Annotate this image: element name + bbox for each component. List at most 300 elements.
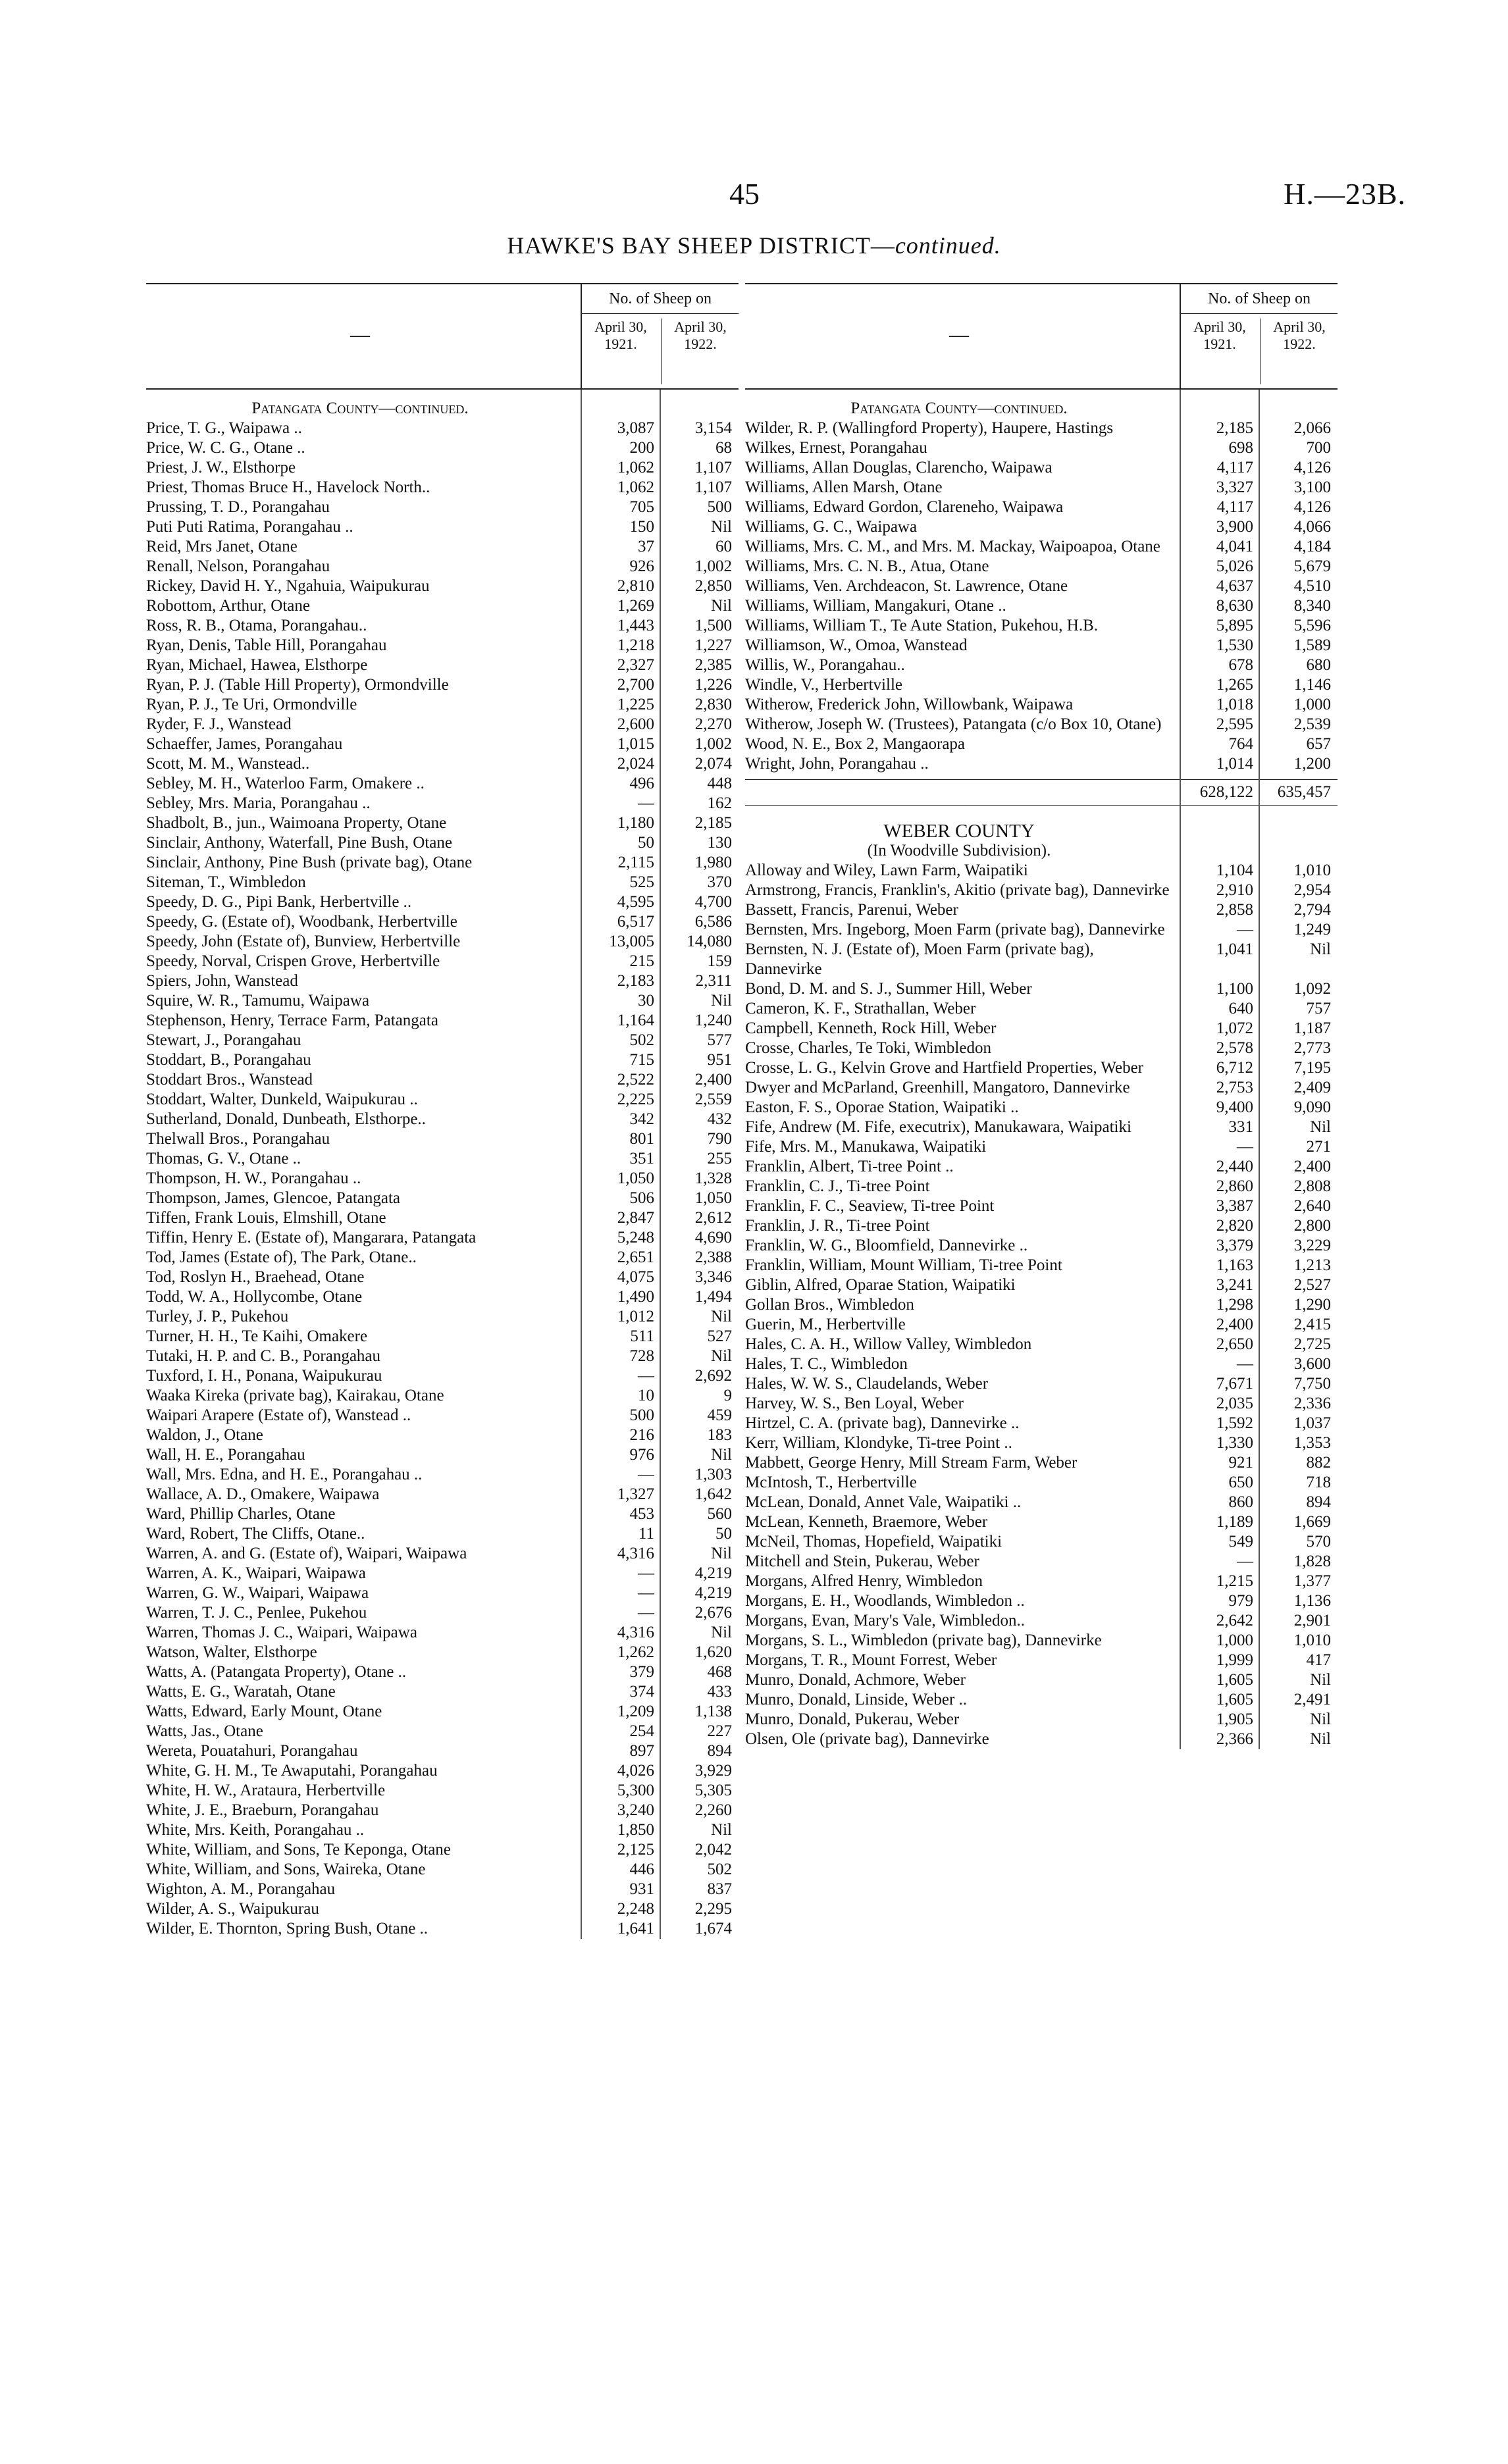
owner-name: White, G. H. M., Te Awaputahi, Porangahau (146, 1762, 438, 1780)
owner-name: Watts, A. (Patangata Property), Otane .. (146, 1663, 407, 1681)
table-row (146, 577, 739, 596)
sheep-count-1921: 4,316 (617, 1624, 654, 1641)
owner-name: Wall, H. E., Porangahau (146, 1446, 305, 1464)
sheep-count-1921: 254 (629, 1722, 654, 1740)
sheep-count-1921: 698 (1228, 439, 1253, 457)
sheep-count-1922: 5,305 (694, 1782, 732, 1799)
sheep-count-1922: 3,100 (1293, 478, 1331, 496)
sheep-count-1922: 1,828 (1293, 1553, 1331, 1570)
owner-name: Spiers, John, Wanstead (146, 972, 298, 990)
table-row (146, 1307, 739, 1327)
table-row (745, 1670, 1338, 1690)
sheep-count-1921: 2,642 (1216, 1612, 1253, 1630)
sheep-count-1922: 1,107 (694, 459, 732, 476)
sheep-count-1921: — (638, 1564, 654, 1582)
sheep-count-1921: 9,400 (1216, 1098, 1253, 1116)
sheep-count-1921: 1,015 (617, 735, 654, 753)
table-row (146, 1682, 739, 1702)
sheep-count-1922: 1,249 (1293, 921, 1331, 938)
owner-name: Williamson, W., Omoa, Wanstead (745, 636, 968, 654)
owner-name: McIntosh, T., Herbertville (745, 1474, 917, 1491)
right-table-rows (745, 390, 1338, 1749)
sheep-count-1922: 1,010 (1293, 1631, 1331, 1649)
owner-name: Campbell, Kenneth, Rock Hill, Weber (745, 1019, 997, 1037)
sheep-count-1922: 2,295 (694, 1900, 732, 1918)
table-row (146, 1524, 739, 1544)
table-row (146, 952, 739, 971)
sheep-count-1922: 577 (707, 1031, 732, 1049)
table-row (146, 458, 739, 478)
table-row (146, 1268, 739, 1287)
table-row (146, 912, 739, 932)
sheep-count-1922: 882 (1306, 1454, 1331, 1472)
owner-name: Ryan, Michael, Hawea, Elsthorpe (146, 656, 368, 674)
table-row (146, 971, 739, 991)
sheep-count-1922: Nil (711, 597, 732, 615)
owner-name: Sinclair, Anthony, Pine Bush (private bag), Otane (146, 854, 473, 871)
table-row (745, 1690, 1338, 1710)
sheep-count-1922: 60 (715, 538, 732, 555)
owner-name: Todd, W. A., Hollycombe, Otane (146, 1288, 363, 1306)
table-row (745, 1078, 1338, 1098)
sheep-count-1921: 342 (629, 1110, 654, 1128)
owner-name: Ross, R. B., Otama, Porangahau.. (146, 617, 367, 634)
table-row (146, 734, 739, 754)
table-row (745, 636, 1338, 655)
owner-name: Stewart, J., Porangahau (146, 1031, 301, 1049)
sheep-count-1921: 4,117 (1216, 498, 1253, 516)
sheep-count-1921: 1,330 (1216, 1434, 1253, 1452)
table-row (745, 1591, 1338, 1611)
table-row (146, 1623, 739, 1643)
table-row (146, 1564, 739, 1583)
sheep-count-1922: 718 (1306, 1474, 1331, 1491)
sheep-count-1921: 4,637 (1216, 577, 1253, 595)
sheep-count-1921: 2,858 (1216, 901, 1253, 919)
owner-name: Bond, D. M. and S. J., Summer Hill, Weber (745, 980, 1032, 998)
sheep-count-1922: 560 (707, 1505, 732, 1523)
table-row (745, 537, 1338, 557)
sheep-count-1921: 2,400 (1216, 1316, 1253, 1333)
sheep-count-1922: Nil (1310, 1118, 1331, 1136)
owner-name: Franklin, Albert, Ti-tree Point .. (745, 1158, 954, 1175)
owner-name: Watts, Jas., Otane (146, 1722, 263, 1740)
table-row (745, 1730, 1338, 1749)
owner-name: Easton, F. S., Oporae Station, Waipatiki .. (745, 1098, 1019, 1116)
owner-name: Tiffin, Henry E. (Estate of), Mangarara, Patangata (146, 1229, 477, 1246)
owner-name: Shadbolt, B., jun., Waimoana Property, Otane (146, 814, 447, 832)
owner-name: Priest, J. W., Elsthorpe (146, 459, 296, 476)
table-row (745, 675, 1338, 695)
sheep-count-1922: Nil (1310, 1671, 1331, 1689)
sheep-count-1921: 801 (629, 1130, 654, 1148)
sheep-count-1921: 2,125 (617, 1841, 654, 1859)
sheep-count-1922: 1,494 (694, 1288, 732, 1306)
owner-name: Alloway and Wiley, Lawn Farm, Waipatiki (745, 861, 1028, 879)
sheep-count-1921: 2,650 (1216, 1335, 1253, 1353)
owner-name: Wilkes, Ernest, Porangahau (745, 439, 927, 457)
sheep-count-1921: 678 (1228, 656, 1253, 674)
sheep-count-1921: 8,630 (1216, 597, 1253, 615)
sheep-count-1921: 5,300 (617, 1782, 654, 1799)
sheep-count-1921: — (1237, 1553, 1253, 1570)
owner-name: Windle, V., Herbertville (745, 676, 902, 694)
owner-name: Ward, Robert, The Cliffs, Otane.. (146, 1525, 365, 1543)
owner-name: Rickey, David H. Y., Ngahuia, Waipukurau (146, 577, 430, 595)
sheep-count-1921: 628,122 (1199, 783, 1253, 801)
sheep-count-1921: 979 (1228, 1592, 1253, 1610)
sheep-count-1922: 2,640 (1293, 1197, 1331, 1215)
table-row (146, 1662, 739, 1682)
sheep-count-1922: 5,596 (1293, 617, 1331, 634)
owner-name: Witherow, Frederick John, Willowbank, Waipawa (745, 696, 1074, 713)
table-row (745, 655, 1338, 675)
table-row (146, 675, 739, 695)
sheep-count-1922: 4,066 (1293, 518, 1331, 536)
left-header-group-label: No. of Sheep on (582, 284, 739, 314)
sheep-count-1922: 433 (707, 1683, 732, 1701)
sheep-count-1922: 9 (723, 1387, 732, 1404)
sheep-count-1921: 897 (629, 1742, 654, 1760)
owner-name: Wood, N. E., Box 2, Mangaorapa (745, 735, 966, 753)
sheep-count-1921: 496 (629, 775, 654, 792)
owner-name: Williams, Mrs. C. N. B., Atua, Otane (745, 557, 989, 575)
owner-name: Warren, T. J. C., Penlee, Pukehou (146, 1604, 367, 1622)
owner-name: McLean, Donald, Annet Vale, Waipatiki .. (745, 1493, 1022, 1511)
table-row (745, 498, 1338, 517)
table-row (745, 979, 1338, 999)
owner-name: Giblin, Alfred, Oparae Station, Waipatiki (745, 1276, 1016, 1294)
sheep-count-1921: 3,327 (1216, 478, 1253, 496)
sheep-count-1921: 446 (629, 1861, 654, 1878)
owner-name: Williams, Mrs. C. M., and Mrs. M. Mackay, Waipoapoa, Otane (745, 538, 1160, 555)
sheep-count-1921: 1,062 (617, 459, 654, 476)
sheep-count-1921: 506 (629, 1189, 654, 1207)
table-row (146, 1603, 739, 1623)
sheep-count-1922: 2,850 (694, 577, 732, 595)
sheep-count-1922: 1,674 (694, 1920, 732, 1938)
owner-name: Sebley, M. H., Waterloo Farm, Omakere .. (146, 775, 425, 792)
owner-name: Morgans, S. L., Wimbledon (private bag), Dannevirke (745, 1631, 1102, 1649)
owner-name: Ryan, P. J. (Table Hill Property), Ormondville (146, 676, 449, 694)
owner-name: McLean, Kenneth, Braemore, Weber (745, 1513, 988, 1531)
left-header-year-1922: April 30, 1922. (661, 319, 739, 384)
sheep-count-1921: 764 (1228, 735, 1253, 753)
owner-name: Prussing, T. D., Porangahau (146, 498, 330, 516)
sheep-count-1921: 6,712 (1216, 1059, 1253, 1077)
table-row (146, 715, 739, 734)
left-header-group (581, 284, 739, 388)
table-row (146, 1070, 739, 1090)
table-row (745, 1651, 1338, 1670)
table-row (146, 932, 739, 952)
table-row (745, 920, 1338, 940)
owner-name: Wilder, A. S., Waipukurau (146, 1900, 319, 1918)
table-row (745, 1374, 1338, 1394)
owner-name: Tutaki, H. P. and C. B., Porangahau (146, 1347, 381, 1365)
table-row (146, 557, 739, 577)
owner-name: Ward, Phillip Charles, Otane (146, 1505, 336, 1523)
sheep-count-1922: 2,400 (694, 1071, 732, 1089)
sheep-count-1921: 1,100 (1216, 980, 1253, 998)
owner-name: Waaka Kireka (private bag), Kairakau, Otane (146, 1387, 444, 1404)
table-row (146, 774, 739, 794)
sheep-count-1922: 1,227 (694, 636, 732, 654)
sheep-count-1921: 2,578 (1216, 1039, 1253, 1057)
sheep-count-1921: 1,012 (617, 1308, 654, 1325)
table-row (146, 1129, 739, 1149)
owner-name: Schaeffer, James, Porangahau (146, 735, 343, 753)
sheep-count-1922: 1,240 (694, 1012, 732, 1029)
sheep-count-1921: 331 (1228, 1118, 1253, 1136)
sheep-count-1921: 1,265 (1216, 676, 1253, 694)
table-row (745, 616, 1338, 636)
sheep-count-1921: 2,753 (1216, 1079, 1253, 1096)
sheep-count-1921: 1,850 (617, 1821, 654, 1839)
sheep-count-1922: 68 (715, 439, 732, 457)
table-row (146, 853, 739, 873)
table-row (146, 1327, 739, 1347)
sheep-count-1922: Nil (711, 1446, 732, 1464)
owner-name: Warren, Thomas J. C., Waipari, Waipawa (146, 1624, 417, 1641)
table-row (745, 1039, 1338, 1058)
sheep-count-1922: 8,340 (1293, 597, 1331, 615)
owner-name: Williams, Allen Marsh, Otane (745, 478, 943, 496)
owner-name: Thomas, G. V., Otane .. (146, 1150, 301, 1168)
owner-name: Morgans, Alfred Henry, Wimbledon (745, 1572, 983, 1590)
sheep-count-1922: 2,808 (1293, 1177, 1331, 1195)
right-table (745, 283, 1338, 1749)
table-row (146, 1820, 739, 1840)
table-row (146, 991, 739, 1011)
sheep-count-1922: 1,000 (1293, 696, 1331, 713)
sheep-count-1921: — (1237, 1138, 1253, 1156)
table-row (745, 419, 1338, 438)
sheep-count-1921: 860 (1228, 1493, 1253, 1511)
owner-name: Franklin, William, Mount William, Ti-tree Point (745, 1256, 1062, 1274)
sheep-count-1922: 894 (707, 1742, 732, 1760)
owner-name: Witherow, Joseph W. (Trustees), Patangata (c/o Box 10, Otane) (745, 715, 1162, 733)
sheep-count-1921: 13,005 (609, 933, 654, 950)
sheep-count-1921: 500 (629, 1406, 654, 1424)
owner-name: Priest, Thomas Bruce H., Havelock North.. (146, 478, 430, 496)
sheep-count-1921: 1,262 (617, 1643, 654, 1661)
sheep-count-1921: 1,605 (1216, 1691, 1253, 1708)
sheep-count-1922: 1,138 (694, 1703, 732, 1720)
section-row (745, 399, 1338, 419)
sheep-count-1921: 2,847 (617, 1209, 654, 1227)
sheep-count-1921: 1,189 (1216, 1513, 1253, 1531)
table-row (745, 1493, 1338, 1512)
sheep-count-1922: Nil (1310, 940, 1331, 958)
table-row (146, 655, 739, 675)
sheep-count-1921: 2,366 (1216, 1730, 1253, 1748)
table-row (146, 498, 739, 517)
sheep-count-1922: 1,200 (1293, 755, 1331, 773)
sheep-count-1922: 2,311 (695, 972, 732, 990)
owner-name: Reid, Mrs Janet, Otane (146, 538, 298, 555)
table-row (146, 596, 739, 616)
sheep-count-1922: 1,146 (1293, 676, 1331, 694)
owner-name: Bernsten, N. J. (Estate of), Moen Farm (private bag), Dannevirke (745, 940, 1094, 978)
owner-name: White, William, and Sons, Te Keponga, Otane (146, 1841, 451, 1859)
sheep-count-1922: 2,539 (1293, 715, 1331, 733)
table-row (146, 1702, 739, 1722)
sheep-count-1921: 2,810 (617, 577, 654, 595)
sheep-count-1921: 1,999 (1216, 1651, 1253, 1669)
table-row (146, 754, 739, 774)
owner-name: Franklin, C. J., Ti-tree Point (745, 1177, 930, 1195)
table-row (745, 1117, 1338, 1137)
sheep-count-1922: 2,527 (1293, 1276, 1331, 1294)
sheep-count-1921: 4,041 (1216, 538, 1253, 555)
sheep-count-1922: 1,290 (1293, 1296, 1331, 1314)
sheep-count-1922: Nil (711, 1347, 732, 1365)
owner-name: Williams, Ven. Archdeacon, St. Lawrence, Otane (745, 577, 1068, 595)
owner-name: Wilder, E. Thornton, Spring Bush, Otane .. (146, 1920, 429, 1938)
table-row (745, 1453, 1338, 1473)
sheep-count-1922: 2,901 (1293, 1612, 1331, 1630)
table-row (146, 419, 739, 438)
table-row (745, 1098, 1338, 1117)
sheep-count-1921: 2,440 (1216, 1158, 1253, 1175)
section-label: Patangata County—continued. (850, 399, 1068, 417)
table-row (146, 1011, 739, 1031)
sheep-count-1922: 2,725 (1293, 1335, 1331, 1353)
section-label: Patangata County—continued. (251, 399, 469, 417)
sheep-count-1921: 374 (629, 1683, 654, 1701)
sheep-count-1921: 525 (629, 873, 654, 891)
table-row (146, 1801, 739, 1820)
sheep-count-1922: 635,457 (1277, 783, 1331, 801)
table-row (745, 1157, 1338, 1177)
sheep-count-1921: 2,700 (617, 676, 654, 694)
sheep-count-1921: 3,387 (1216, 1197, 1253, 1215)
owner-name: Morgans, Evan, Mary's Vale, Wimbledon.. (745, 1612, 1025, 1630)
sheep-count-1922: 2,491 (1293, 1691, 1331, 1708)
owner-name: Speedy, John (Estate of), Bunview, Herbertville (146, 933, 461, 950)
owner-name: Wilder, R. P. (Wallingford Property), Haupere, Hastings (745, 419, 1114, 437)
left-table (146, 283, 739, 1939)
owner-name: Price, T. G., Waipawa .. (146, 419, 302, 437)
table-row (745, 438, 1338, 458)
sheep-count-1921: 921 (1228, 1454, 1253, 1472)
table-row (745, 715, 1338, 734)
owner-name: Robottom, Arthur, Otane (146, 597, 310, 615)
owner-name: White, J. E., Braeburn, Porangahau (146, 1801, 379, 1819)
owner-name: Tuxford, I. H., Ponana, Waipukurau (146, 1367, 382, 1385)
owner-name: Warren, A. and G. (Estate of), Waipari, Waipawa (146, 1545, 467, 1562)
sheep-count-1922: Nil (711, 518, 732, 536)
owner-name: Waldon, J., Otane (146, 1426, 263, 1444)
sheep-count-1921: 2,115 (617, 854, 654, 871)
owner-name: Williams, Allan Douglas, Clarencho, Waipawa (745, 459, 1053, 476)
table-row (745, 1631, 1338, 1651)
sheep-count-1922: 1,589 (1293, 636, 1331, 654)
sheep-count-1922: 255 (707, 1150, 732, 1168)
document-code: H.—23B. (1284, 177, 1406, 211)
owner-name: Siteman, T., Wimbledon (146, 873, 306, 891)
sheep-count-1922: 6,586 (694, 913, 732, 931)
sheep-count-1922: 951 (707, 1051, 732, 1069)
table-row (146, 695, 739, 715)
table-row (745, 1196, 1338, 1216)
sheep-count-1922: 227 (707, 1722, 732, 1740)
owner-name: Turner, H. H., Te Kaihi, Omakere (146, 1327, 368, 1345)
table-row (745, 1335, 1338, 1354)
sheep-count-1921: 1,443 (617, 617, 654, 634)
sheep-count-1922: 1,213 (1293, 1256, 1331, 1274)
left-header-blank: — (350, 324, 370, 346)
table-row (745, 517, 1338, 537)
table-row (146, 1149, 739, 1169)
owner-name: Squire, W. R., Tamumu, Waipawa (146, 992, 370, 1010)
sheep-count-1922: 4,219 (694, 1584, 732, 1602)
sheep-count-1921: 37 (638, 538, 654, 555)
sheep-count-1921: 3,900 (1216, 518, 1253, 536)
owner-name: Tod, Roslyn H., Braehead, Otane (146, 1268, 365, 1286)
sheep-count-1921: 4,595 (617, 893, 654, 911)
table-row (146, 892, 739, 912)
sheep-count-1922: 2,074 (694, 755, 732, 773)
sheep-count-1921: 30 (638, 992, 654, 1010)
right-header-year-1922: April 30, 1922. (1260, 319, 1338, 384)
left-table-rows (146, 390, 739, 1939)
sheep-count-1922: 1,353 (1293, 1434, 1331, 1452)
county-row (745, 811, 1338, 841)
sheep-count-1922: 1,980 (694, 854, 732, 871)
table-row (146, 833, 739, 853)
sheep-count-1922: 2,773 (1293, 1039, 1331, 1057)
sheep-count-1921: 926 (629, 557, 654, 575)
sheep-count-1921: 11 (638, 1525, 654, 1543)
owner-name: Thompson, H. W., Porangahau .. (146, 1169, 361, 1187)
table-row (745, 458, 1338, 478)
owner-name: Cameron, K. F., Strathallan, Weber (745, 1000, 976, 1017)
table-row (745, 1572, 1338, 1591)
sheep-count-1922: 448 (707, 775, 732, 792)
owner-name: Watts, Edward, Early Mount, Otane (146, 1703, 382, 1720)
owner-name: Wighton, A. M., Porangahau (146, 1880, 336, 1898)
sheep-count-1922: 527 (707, 1327, 732, 1345)
sheep-count-1921: 1,225 (617, 696, 654, 713)
sheep-count-1921: 379 (629, 1663, 654, 1681)
table-row (745, 1236, 1338, 1256)
sheep-count-1921: 1,000 (1216, 1631, 1253, 1649)
sub-row (745, 841, 1338, 861)
page-title (0, 232, 1508, 259)
sheep-count-1922: 1,303 (694, 1466, 732, 1483)
owner-name: Price, W. C. G., Otane .. (146, 439, 305, 457)
owner-name: Armstrong, Francis, Franklin's, Akitio (private bag), Dannevirke (745, 881, 1170, 899)
sheep-count-1921: 215 (629, 952, 654, 970)
title-main: HAWKE'S BAY SHEEP DISTRICT— (507, 232, 895, 259)
sheep-count-1922: 7,750 (1293, 1375, 1331, 1393)
sheep-count-1921: 150 (629, 518, 654, 536)
table-row (146, 873, 739, 892)
sheep-count-1921: 4,316 (617, 1545, 654, 1562)
owner-name: Mitchell and Stein, Pukerau, Weber (745, 1553, 979, 1570)
sheep-count-1922: 159 (707, 952, 732, 970)
table-row (146, 813, 739, 833)
sheep-count-1922: 417 (1306, 1651, 1331, 1669)
table-row (146, 1347, 739, 1366)
sheep-count-1922: 4,126 (1293, 459, 1331, 476)
table-row (146, 1406, 739, 1425)
owner-name: Warren, A. K., Waipari, Waipawa (146, 1564, 366, 1582)
owner-name: Ryan, Denis, Table Hill, Porangahau (146, 636, 387, 654)
sheep-count-1921: 1,298 (1216, 1296, 1253, 1314)
